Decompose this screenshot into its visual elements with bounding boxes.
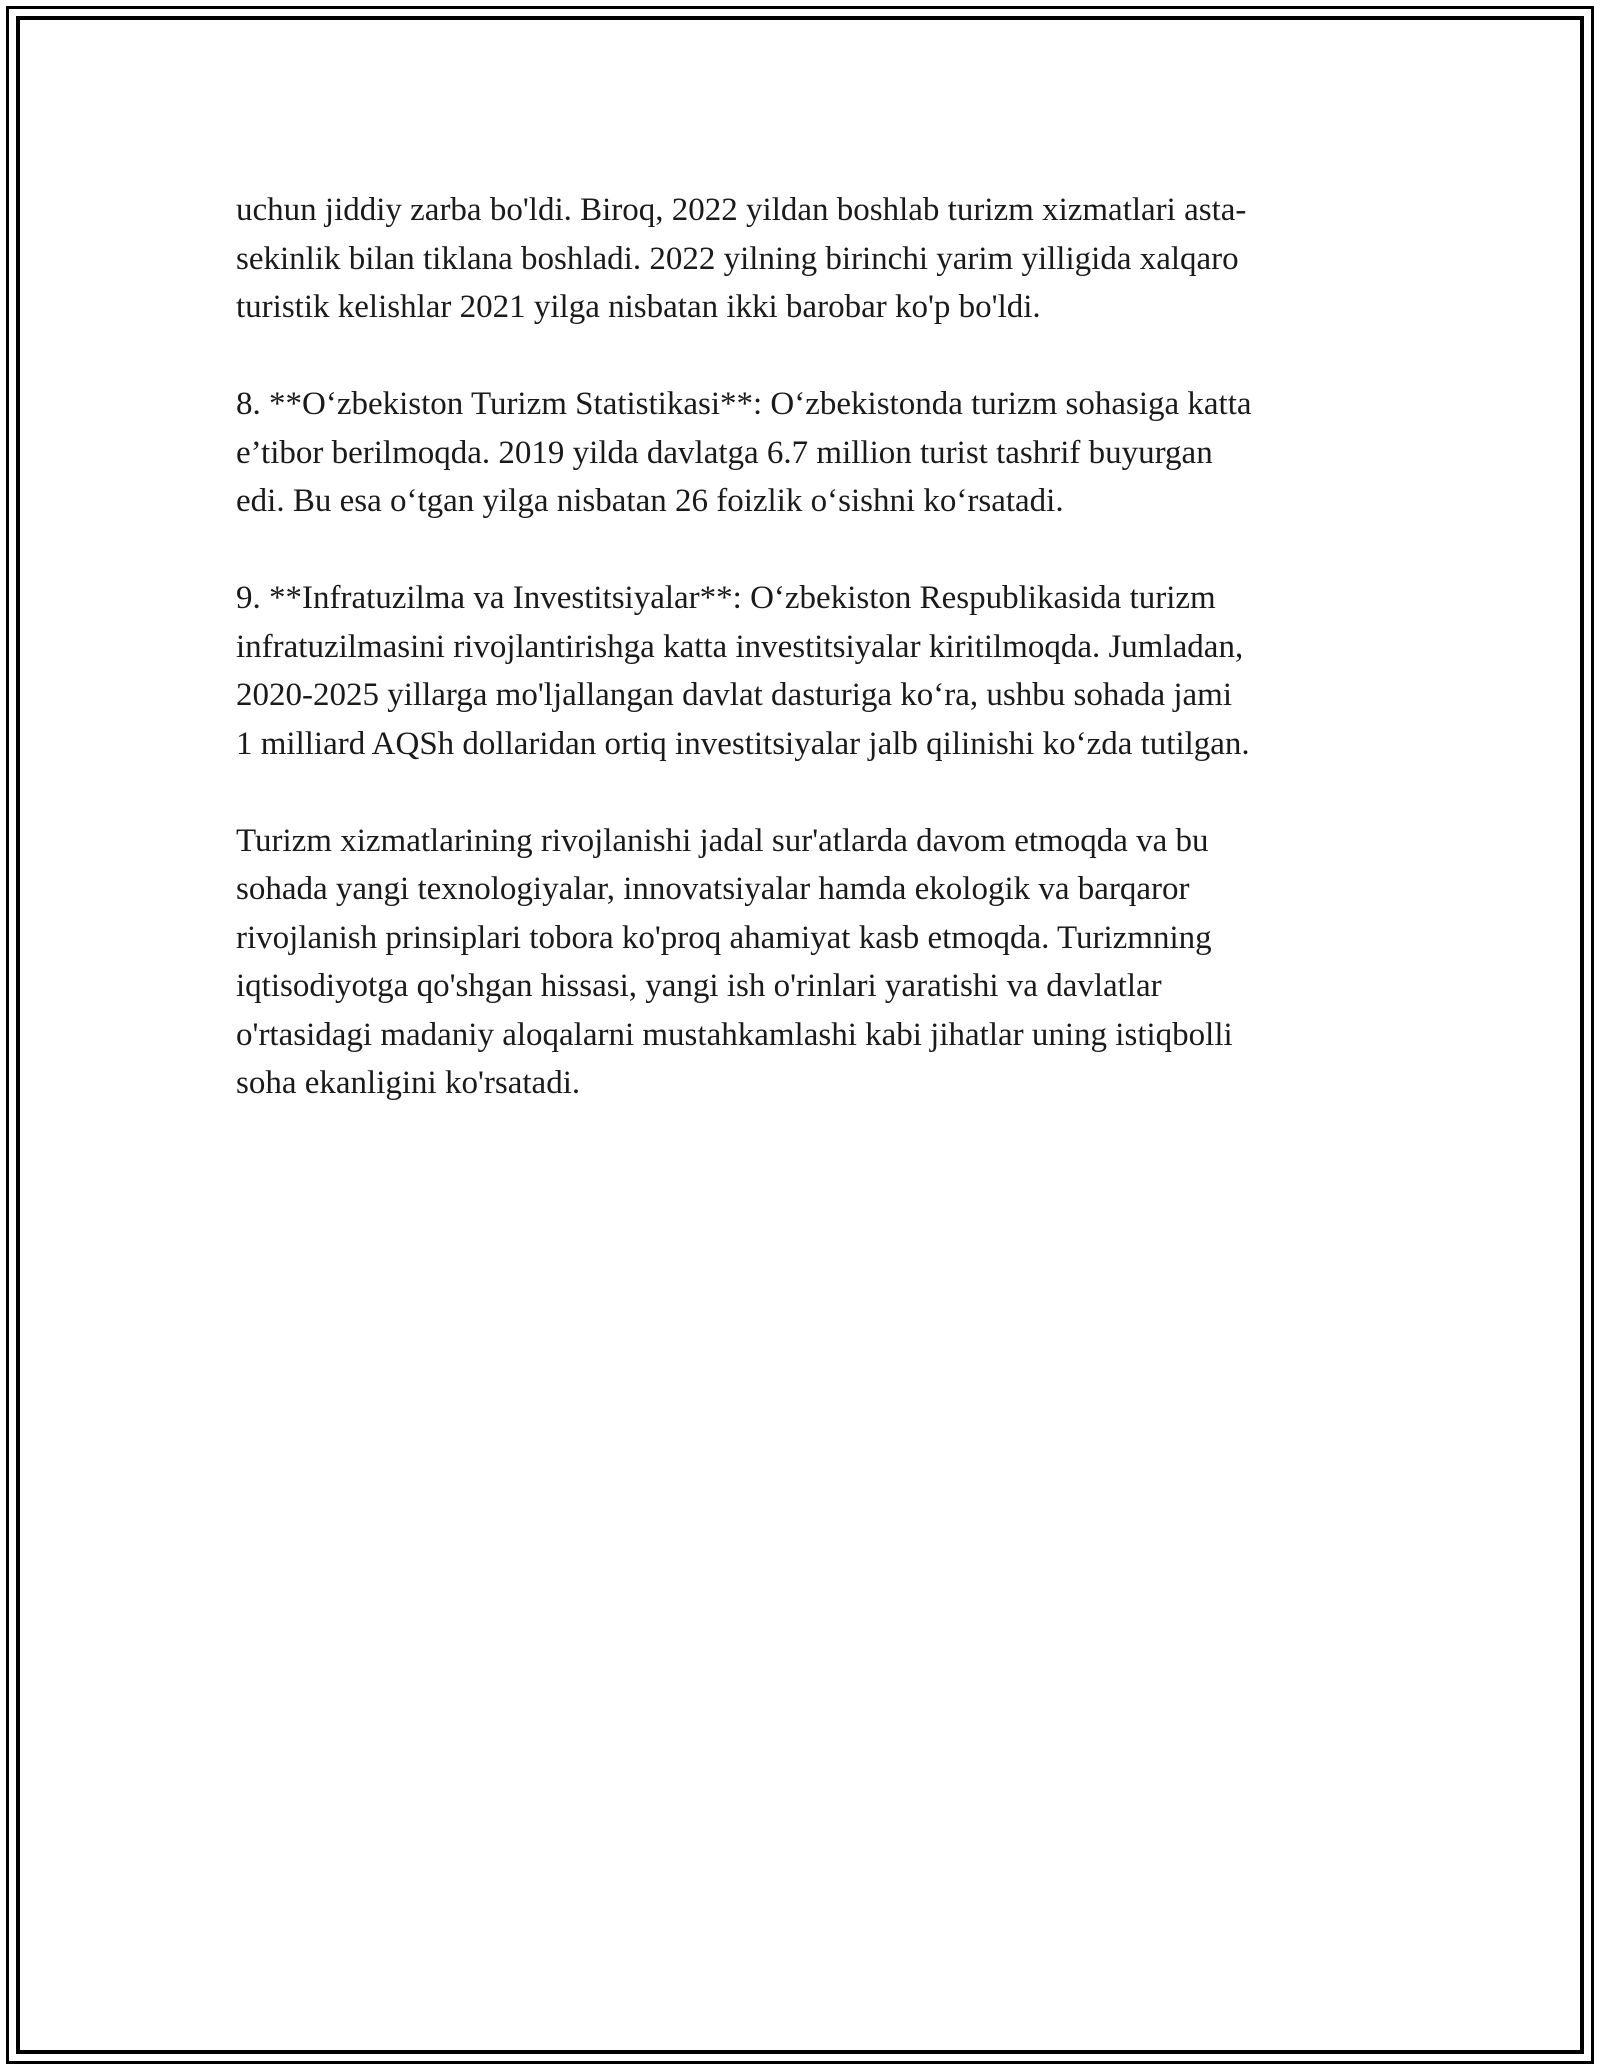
text-line: 1 milliard AQSh dollaridan ortiq investitsiyalar jalb qilinishi koʻzda tutilgan. bbox=[236, 725, 1250, 762]
text-line: Turizm xizmatlarining rivojlanishi jadal sur'atlarda davom etmoqda va bu bbox=[236, 822, 1209, 859]
text-line: 2020-2025 yillarga mo'ljallangan davlat dasturiga koʻra, ushbu sohada jami bbox=[236, 677, 1233, 713]
text-line: soha ekanligini ko'rsatadi. bbox=[236, 1065, 581, 1101]
text-line: edi. Bu esa oʻtgan yilga nisbatan 26 foizlik oʻsishni koʻrsatadi. bbox=[236, 483, 1064, 519]
text-line: infratuzilmasini rivojlantirishga katta investitsiyalar kiritilmoqda. Jumladan, bbox=[236, 628, 1244, 665]
text-line: iqtisodiyotga qo'shgan hissasi, yangi ish o'rinlari yaratishi va davlatlar bbox=[236, 968, 1162, 1004]
text-line: sohada yangi texnologiyalar, innovatsiyalar hamda ekologik va barqaror bbox=[236, 871, 1190, 907]
text-line: turistik kelishlar 2021 yilga nisbatan ikki barobar ko'p bo'ldi. bbox=[236, 289, 1041, 325]
text-line: 8. **Oʻzbekiston Turizm Statistikasi**: Oʻzbekistonda turizm sohasiga katta bbox=[236, 386, 1252, 422]
paragraph-conclusion bbox=[236, 817, 1376, 1108]
text-line: uchun jiddiy zarba bo'ldi. Biroq, 2022 yildan boshlab turizm xizmatlari asta- bbox=[236, 192, 1247, 228]
paragraph-covid-recovery bbox=[236, 186, 1376, 332]
text-line: e’tibor berilmoqda. 2019 yilda davlatga 6.7 million turist tashrif buyurgan bbox=[236, 434, 1213, 471]
paragraph-infrastructure-investments bbox=[236, 574, 1376, 768]
text-line: 9. **Infratuzilma va Investitsiyalar**: Oʻzbekiston Respublikasida turizm bbox=[236, 580, 1216, 616]
text-line: o'rtasidagi madaniy aloqalarni mustahkamlashi kabi jihatlar uning istiqbolli bbox=[236, 1016, 1233, 1053]
text-line: sekinlik bilan tiklana boshladi. 2022 yilning birinchi yarim yilligida xalqaro bbox=[236, 240, 1239, 277]
text-line: rivojlanish prinsiplari tobora ko'proq ahamiyat kasb etmoqda. Turizmning bbox=[236, 919, 1212, 956]
paragraph-uzbekistan-statistics bbox=[236, 380, 1376, 526]
document-body bbox=[236, 186, 1376, 1156]
